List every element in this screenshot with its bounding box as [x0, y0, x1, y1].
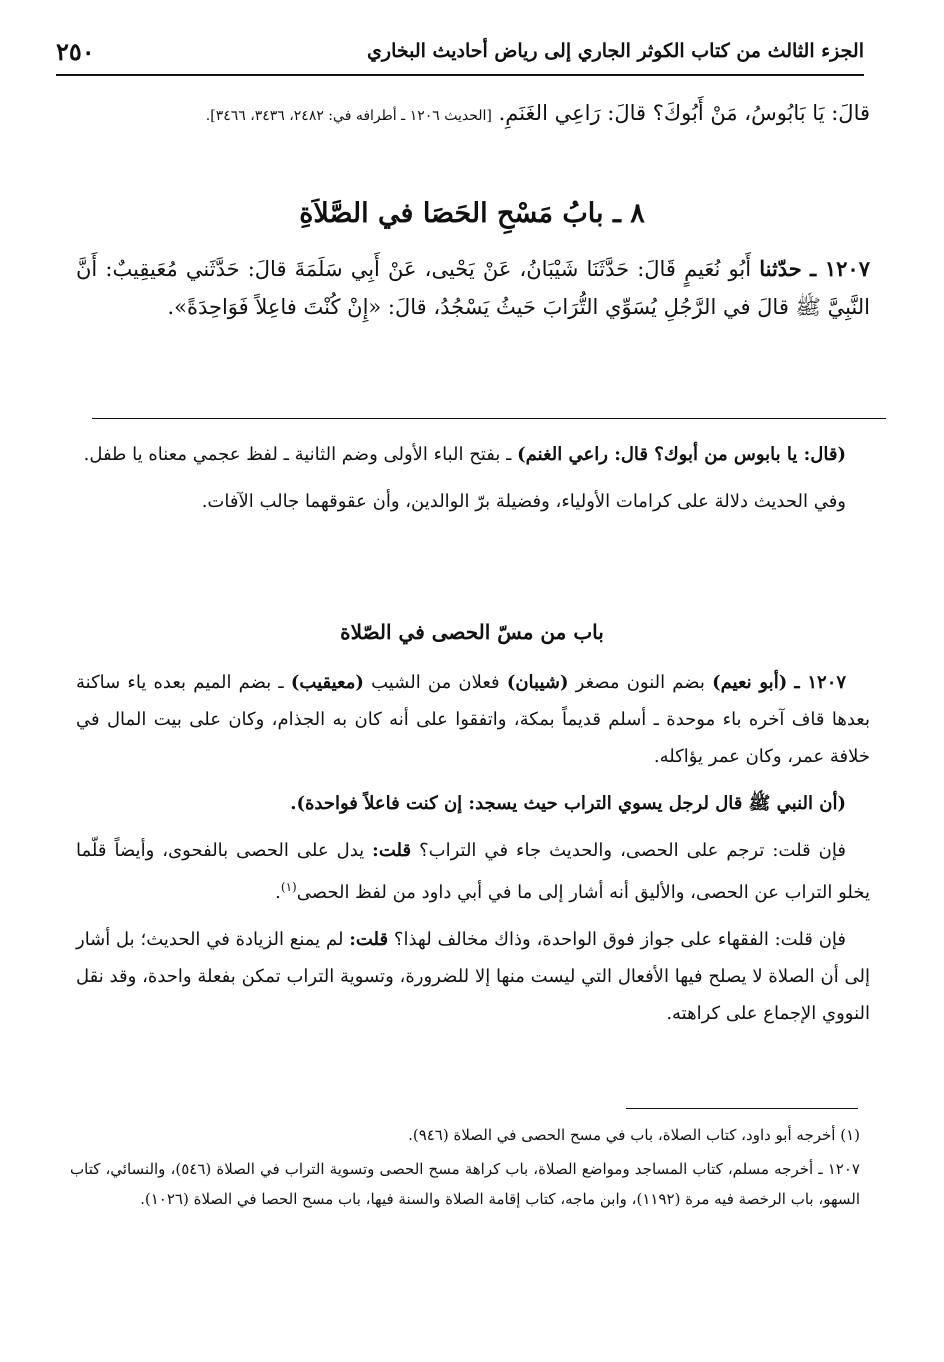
- footnote: ١٢٠٧ ـ أخرجه مسلم، كتاب المساجد ومواضع الصلاة، باب كراهة مسح الحصى وتسوية التراب في الصلاة (٥٤٦)، والنسائي، كتاب السهو، باب الرخصة فيه مرة (١١٩٢)، وابن ماجه، كتاب إقامة الصلاة والسنة فيها، باب مسح الحصا في الصلاة (١٠٢٦).: [70, 1160, 860, 1208]
- sharh-paragraph: فإن قلت: ترجم على الحصى، والحديث جاء في التراب؟ قلت: يدل على الحصى بالفحوى، وأيضاً قلّما يخلو التراب عن الحصى، والأليق أنه أشار إلى ما في أبي داود من لفظ الحصى$^{(١)}$.: [76, 840, 870, 903]
- sharh-part-one: [76, 436, 870, 530]
- page-number: ٢٥٠: [56, 36, 95, 66]
- page-header: [56, 28, 864, 76]
- sharh-paragraph: وفي الحديث دلالة على كرامات الأولياء، وفضيلة برّ الوالدين، وأن عقوقهما جالب الآفات.: [201, 491, 846, 512]
- hadith-number: ١٢٠٧ ـ: [809, 256, 870, 281]
- quoted-phrase: (قال: يا بابوس من أبوك؟ قال: راعي الغنم): [517, 444, 846, 465]
- hadith-number: ١٢٠٧ ـ: [794, 672, 847, 693]
- footnote: (١) أخرجه أبو داود، كتاب الصلاة، باب في مسح الحصى في الصلاة (٩٤٦).: [408, 1126, 860, 1144]
- sharh-paragraph: (قال: يا بابوس من أبوك؟ قال: راعي الغنم) ـ بفتح الباء الأولى وضم الثانية ـ لفظ عجمي معناه يا طفل.: [83, 444, 846, 465]
- matn-continuation: [76, 94, 870, 135]
- hadith-reference: [الحديث ١٢٠٦ ـ أطرافه في: ٢٤٨٢، ٣٤٣٦، ٣٤٦٦].: [205, 108, 492, 124]
- sharh-subheading: باب من مسّ الحصى في الصّلاة: [340, 620, 604, 644]
- sharh-paragraph: (أن النبي ﷺ قال لرجل يسوي التراب حيث يسجد: إن كنت فاعلاً فواحدة).: [290, 793, 846, 814]
- footnotes: [70, 1120, 860, 1218]
- narration-verb: حدّثنا: [759, 256, 802, 281]
- chapter-title: ٨ ـ بابُ مَسْحِ الحَصَا في الصَّلاَةِ: [299, 198, 645, 229]
- sharh-paragraph: ١٢٠٧ ـ (أبو نعيم) بضم النون مصغر (شيبان) فعلان من الشيب (معيقيب) ـ بضم الميم بعده ياء ساكنة بعدها قاف آخره باء موحدة ـ أسلم قديماً بمكة، واتفقوا على أنه كان به الجذام، وكان على بيت المال في خلافة عمر، وكان عمر يؤاكله.: [76, 672, 870, 767]
- hadith-text: [76, 250, 870, 326]
- sharh-paragraph: فإن قلت: الفقهاء على جواز فوق الواحدة، وذاك مخالف لهذا؟ قلت: لم يمنع الزيادة في الحديث؛ بل أشار إلى أن الصلاة لا يصلح فيها الأفعال التي ليست منها إلا للضرورة، وتسوية التراب تمكن بفعلة واحدة، وقد نقل النووي الإجماع على كراهته.: [76, 929, 870, 1024]
- footnote-marker: (١): [280, 880, 297, 894]
- sharh-part-two: [76, 664, 870, 1042]
- matn-continuation-text: قالَ: يَا بَابُوسُ، مَنْ أَبُوكَ؟ قالَ: رَاعِي الغَنَمِ.: [498, 101, 870, 125]
- running-title: الجزء الثالث من كتاب الكوثر الجاري إلى رياض أحاديث البخاري: [367, 40, 864, 62]
- footnote-divider: [626, 1108, 858, 1109]
- hadith-body: أَبُو نُعَيمٍ قَالَ: حَدَّثَنَا شَيْبَانُ، عَنْ يَحْيى، عَنْ أَبِي سَلَمَةَ قالَ: حَدَّثَني مُعَيقِيبٌ: أَنَّ النَّبِيَّ ﷺ قالَ في الرَّجُلِ يُسَوِّي التُّرَابَ حَيثُ يَسْجُدُ، قالَ: «إِنْ كُنْتَ فاعِلاً فَوَاحِدَةً».: [76, 257, 870, 319]
- matn-sharh-divider: [92, 418, 886, 419]
